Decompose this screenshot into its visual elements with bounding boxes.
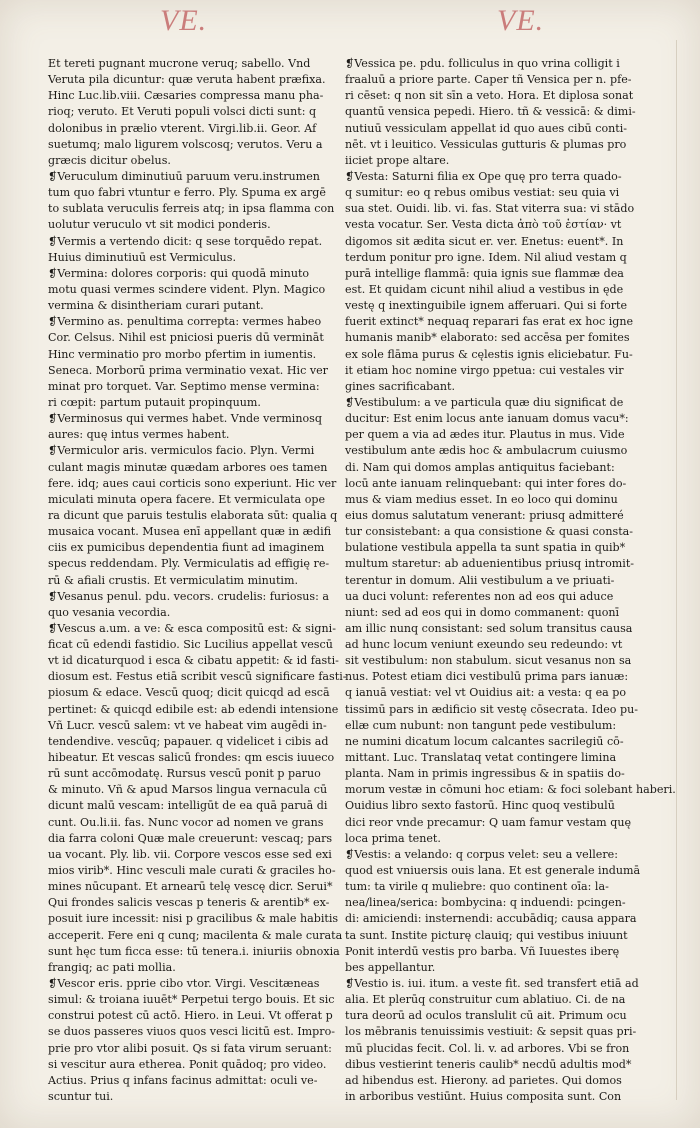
text-line: & minuto. Vñ & apud Marsos lingua vernacula cū [48, 783, 328, 797]
text-line: bes appellantur. [345, 960, 436, 974]
text-line: am illic nunq consistant: sed solum transitus causa [345, 621, 633, 635]
text-line: culant magis minutæ quædam arbores oes tamen [48, 460, 328, 474]
text-line: quo vesania vecordia. [48, 605, 171, 619]
text-line: rū sunt accōmodatę. Rursus vescū ponit p paruo [48, 767, 321, 781]
text-line: ad hunc locum veniunt exeundo seu redeundo: vt [345, 638, 623, 652]
text-line: scuntur tui. [48, 1090, 114, 1103]
text-line: uolutur veruculo vt sit modici ponderis. [48, 218, 271, 232]
text-line: niunt: sed ad eos qui in domo commanent: quonī [345, 605, 620, 619]
text-line: planta. Nam in primis ingressibus & in spatiis do- [345, 767, 625, 781]
text-line: miculati minuta opera facere. Et vermiculata ope [48, 492, 326, 506]
page-fold-line [676, 40, 677, 1100]
text-line: terentur in domum. Alii vestibulum a ve priuati- [345, 573, 615, 587]
text-line: dicunt malū vescam: intelligūt de ea quā paruā di [48, 799, 328, 813]
text-line: specus reddendam. Ply. Vermiculatis ad effigię re- [48, 557, 330, 571]
text-line: eius domus salutatum venerant: priusq admitteré [345, 508, 624, 522]
text-line: tum quo fabri vtuntur e ferro. Ply. Spuma ex argē [48, 186, 326, 200]
text-line: in arboribus vestiūnt. Huius composita sunt. Con [345, 1090, 622, 1103]
text-line: mines nūcupant. Et arnearū telę vescę dicr. Serui* [48, 880, 333, 894]
text-line: ❡Vermiculor aris. vermiculos facio. Plyn. Vermi [48, 444, 315, 458]
text-line: fuerit extinct* nequaq reparari fas erat ex hoc igne [345, 315, 634, 329]
text-line: motu quasi vermes scindere vident. Plyn. Magico [48, 282, 326, 296]
text-line: ❡Vesanus penul. pdu. vecors. crudelis: furiosus: a [48, 589, 329, 603]
text-line: dibus vestierint teneris caulib* necdū adultis mod* [345, 1057, 632, 1071]
text-line: ducitur: Est enim locus ante ianuam domus vacu*: [345, 412, 629, 426]
text-line: rū & afiali crustis. Et vermiculatim minutim. [48, 573, 298, 587]
text-line: musaica vocant. Musea enī appellant quæ in ædifi [48, 525, 332, 539]
text-line: ❡Verminosus qui vermes habet. Vnde verminosq [48, 412, 322, 426]
text-line: Ponit interdū vestis pro barba. Vñ Iuuestes iberę [345, 944, 620, 958]
text-line: nutiuū vessiculam appellat id quo aues cibū conti- [345, 121, 628, 135]
text-line: Ouidius libro sexto fastorū. Hinc quoq vestibulū [345, 799, 615, 813]
text-line: suetumq; malo ligurem volscosq; verutos. Veru a [48, 137, 323, 151]
text-line: q ianuā vestiat: vel vt Ouidius ait: a vesta: q ea po [345, 686, 627, 700]
text-line: ❡Veruculum diminutiuū paruum veru.instrumen [48, 169, 320, 183]
text-line: per quem a via ad ædes itur. Plautus in mus. Vide [345, 428, 625, 442]
text-line: bulatione vestibula appella ta sunt spatia in quib* [345, 541, 626, 555]
text-line: morum vestæ in cōmuni hoc etiam: & foci solebant haberi. [345, 783, 676, 797]
text-line: Cor. Celsus. Nihil est pniciosi pueris dū vermināt [48, 331, 324, 345]
text-line: græcis dicitur obelus. [48, 153, 171, 167]
text-line: ❡Vescus a.um. a ve: & esca compositū est: & signi- [48, 621, 336, 635]
text-line: humanis manib* elaborato: sed accēsa per fomites [345, 331, 630, 345]
text-line: fere. idq; aues caui corticis sono experiunt. Hic ver [48, 476, 337, 490]
text-line: ❡Vestibulum: a ve particula quæ diu significat de [345, 395, 624, 409]
text-line: ❡Vesta: Saturni filia ex Ope quę pro terra quado- [345, 169, 622, 183]
text-line: ri cœpit: partum putauit propinquum. [48, 395, 261, 409]
text-line: prie pro vtor alibi posuit. Qs si fata virum seruant: [48, 1041, 332, 1055]
left-text-column [48, 56, 347, 1105]
right-text-column [345, 56, 676, 1105]
text-line: tura deorū ad oculos translulit cū ait. Primum ocu [345, 1009, 627, 1023]
text-line: Huius diminutiuū est Vermiculus. [48, 250, 237, 264]
text-line: iiciet prope altare. [345, 153, 450, 167]
text-line: cunt. Ou.li.ii. fas. Nunc vocor ad nomen ve grans [48, 815, 324, 829]
text-line: dici reor vnde precamur: Q uam famur vestam quę [345, 815, 632, 829]
text-line: se duos passeres viuos quos vesci licitū est. Impro- [48, 1025, 335, 1039]
text-line: rioq; veruto. Et Veruti populi volsci dicti sunt: q [48, 105, 317, 119]
text-line: tur consistebant: a qua consistione & quasi consta- [345, 525, 634, 539]
text-line: ne numini dicatum locum calcantes sacrilegiū cō- [345, 734, 624, 748]
text-line: di: amiciendi: insternendi: accubādiq; causa appara [345, 912, 637, 926]
text-line: gines sacrificabant. [345, 379, 456, 393]
header-mark-right: VE. [497, 4, 545, 37]
text-line: dolonibus in prælio vterent. Virgi.lib.ii. Geor. Af [48, 121, 317, 135]
text-line: vestę q inextinguibile ignem afferuari. Qui si forte [345, 299, 628, 313]
text-line: ra dicunt que paruis testulis elaborata sūt: qualia q [48, 508, 338, 522]
text-line: est. Et quidam cicunt nihil aliud a vestibus in ęde [345, 282, 624, 296]
text-line: fraaluū a priore parte. Caper tñ Vensica per n. pfe- [345, 73, 632, 87]
header-mark-left: VE. [160, 4, 208, 37]
text-line: tum: ta virile q muliebre: quo continent oīa: la- [345, 880, 609, 894]
text-line: alia. Et plerūq construitur cum ablatiuo. Ci. de na [345, 993, 626, 1007]
text-line: tendendive. vescūq; papauer. q videlicet i cibis ad [48, 734, 329, 748]
text-line: sua stet. Ouidi. lib. vi. fas. Stat viterra sua: vi stādo [345, 202, 635, 216]
text-line: to sublata veruculis ferreis atq; in ipsa flamma con [48, 202, 335, 216]
text-line: tissimū pars in ædificio sit vestę cōsecrata. Ideo pu- [345, 702, 638, 716]
text-line: mū plucidas fecit. Col. li. v. ad arbores. Vbi se fron [345, 1041, 630, 1055]
text-line: hibeatur. Et vescas salicū frondes: qm escis iuueco [48, 751, 335, 765]
text-line: loca prima tenet. [345, 831, 441, 845]
text-line: dia farra coloni Quæ male creuerunt: vescaq; pars [48, 831, 333, 845]
text-line: ❡Vestis: a velando: q corpus velet: seu a vellere: [345, 847, 618, 861]
text-line: minat pro torquet. Var. Septimo mense vermina: [48, 379, 320, 393]
text-line: ellæ cum nubunt: non tangunt pede vestibulum: [345, 718, 617, 732]
text-line: Hinc verminatio pro morbo pfertim in iumentis. [48, 347, 317, 361]
text-line: ua duci volunt: referentes non ad eos qui aduce [345, 589, 614, 603]
text-line: mios virib*. Hinc vesculi male curati & graciles ho- [48, 864, 336, 878]
text-line: purā intellige flammā: quia ignis sue flammæ dea [345, 266, 624, 280]
text-line: sit vestibulum: non stabulum. sicut vesanus non sa [345, 654, 632, 668]
text-line: Vñ Lucr. vescū salem: vt ve habeat vim augēdi in- [48, 718, 327, 732]
text-line: Veruta pila dicuntur: quæ veruta habent præfixa. [48, 73, 326, 87]
text-line: vestibulum ante ædis hoc & ambulacrum cuiusmo [345, 444, 628, 458]
text-line: Hinc Luc.lib.viii. Cæsaries compressa manu pha- [48, 89, 324, 103]
text-line: it etiam hoc nomine virgo ppetua: cui vestales vir [345, 363, 624, 377]
text-line: nēt. vt i leuitico. Vessiculas gutturis & plumas pro [345, 137, 627, 151]
text-line: ficat cū edendi fastidio. Sic Lucilius appellat vescū [48, 638, 333, 652]
text-line: diosum est. Festus etiā scribit vescū significare fasti- [48, 670, 347, 684]
text-line: ad hibendus est. Hierony. ad parietes. Qui domos [345, 1073, 622, 1087]
text-line: ri cēset: q non sit sīn a veto. Hora. Et diplosa sonat [345, 89, 634, 103]
text-line: multum staretur: ab aduenientibus priusq intromit- [345, 557, 635, 571]
text-line: Actius. Prius q infans facinus admittat: oculi ve- [48, 1073, 318, 1087]
text-line: mus & viam medius esset. In eo loco qui dominu [345, 492, 618, 506]
text-line: mittant. Luc. Translataq vetat contingere limina [345, 751, 617, 765]
text-line: Qui frondes salicis vescas p teneris & arentib* ex- [48, 896, 330, 910]
text-line: nus. Potest etiam dici vestibulū prima pars ianuæ: [345, 670, 629, 684]
text-line: vesta vocatur. Ser. Vesta dicta ἀπὸ τοῦ ἑστίαν· vt [345, 218, 622, 232]
text-line: frangiq; ac pati mollia. [48, 960, 176, 974]
text-line: quantū vensica pepedi. Hiero. tñ & vessicā: & dimi- [345, 105, 636, 119]
text-line: vt id dicaturquod i esca & cibatu appetit: & id fasti- [48, 654, 339, 668]
text-line: nea/linea/serica: bombycina: q induendi: pcingen- [345, 896, 626, 910]
text-line: los mēbranis tenuissimis vestiuit: & sepsit quas pri- [345, 1025, 637, 1039]
text-line: terdum ponitur pro igne. Idem. Nil aliud vestam q [345, 250, 627, 264]
text-line: ❡Vescor eris. pprie cibo vtor. Virgi. Vescitæneas [48, 977, 320, 991]
text-line: Seneca. Morborū prima verminatio vexat. Hic ver [48, 363, 328, 377]
text-line: ua vocant. Ply. lib. vii. Corpore vescos esse sed exi [48, 847, 332, 861]
text-line: aures: quę intus vermes habent. [48, 428, 230, 442]
text-line: simul: & troiana iuuēt* Perpetui tergo bouis. Et sic [48, 993, 335, 1007]
text-line: q sumitur: eo q rebus omibus vestiat: seu quia vi [345, 186, 620, 200]
text-line: quod est vniuersis ouis lana. Et est generale indumā [345, 864, 641, 878]
text-line: pertinet: & quicqd edibile est: ab edendi intensione [48, 702, 339, 716]
text-line: ciis ex pumicibus dependentia fiunt ad imaginem [48, 541, 325, 555]
text-line: ta sunt. Instite picturę clauiq; qui vestibus iniuunt [345, 928, 628, 942]
text-line: ex sole flāma purus & cęlestis ignis eliciebatur. Fu- [345, 347, 633, 361]
text-line: ❡Vessica pe. pdu. folliculus in quo vrina colligit i [345, 57, 620, 70]
text-line: ❡Vermis a vertendo dicit: q sese torquēdo repat. [48, 234, 323, 248]
text-line: ❡Vermina: dolores corporis: qui quodā minuto [48, 266, 310, 280]
text-line: digomos sit ædita sicut er. ver. Enetus: euent*. In [345, 234, 624, 248]
text-line: locū ante ianuam relinquebant: qui inter fores do- [345, 476, 627, 490]
text-line: ❡Vestio is. iui. itum. a veste fit. sed transfert etiā ad [345, 977, 639, 991]
text-line: acceperit. Fere eni q cunq; macilenta & male curata [48, 928, 343, 942]
text-line: vermina & disintheriam curari putant. [48, 299, 264, 313]
text-line: si vescitur aura etherea. Ponit quādoq; pro video. [48, 1057, 327, 1071]
text-line: piosum & edace. Vescū quoq; dicit quicqd ad escā [48, 686, 330, 700]
text-line: posuit iure incessit: nisi p gracilibus & male habitis [48, 912, 339, 926]
text-line: ❡Vermino as. penultima correpta: vermes habeo [48, 315, 322, 329]
text-line: di. Nam qui domos amplas antiquitus faciebant: [345, 460, 615, 474]
text-line: sunt hęc tum ficca esse: tū tenera.i. iniuriis obnoxia [48, 944, 340, 958]
text-line: construi potest cū actō. Hiero. in Leui. Vt offerat p [48, 1009, 333, 1023]
text-line: Et tereti pugnant mucrone veruq; sabello. Vnd [48, 57, 311, 70]
